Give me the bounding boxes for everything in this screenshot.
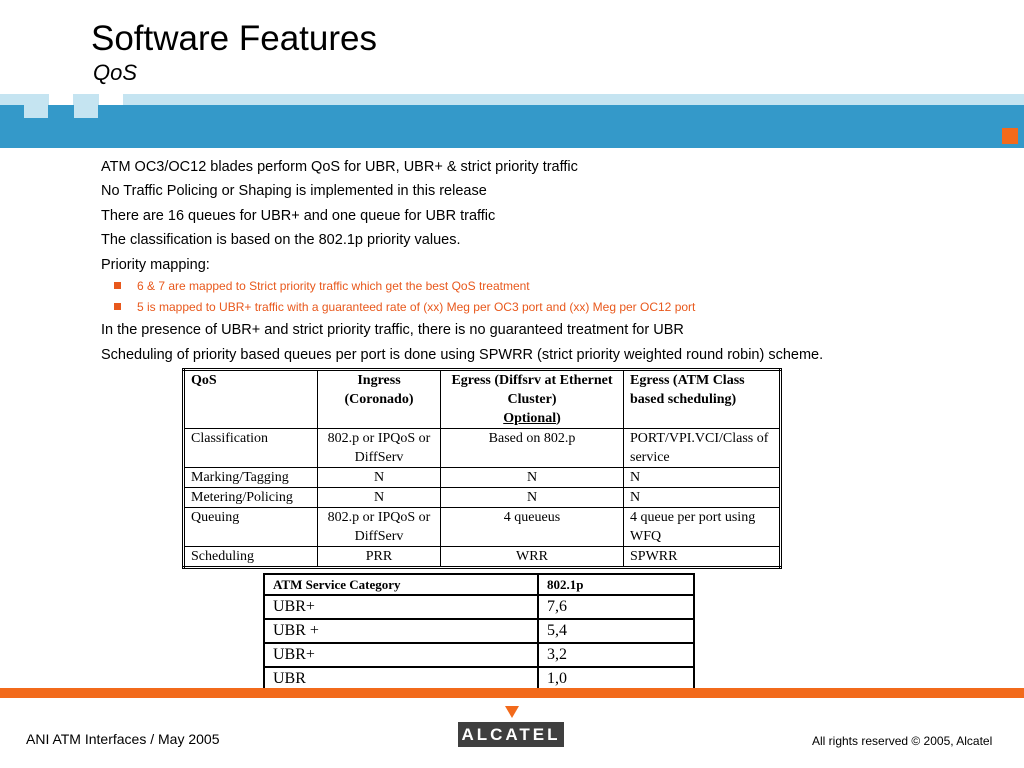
header-square: [24, 94, 48, 118]
table-cell: 802.p or IPQoS or DiffServ: [318, 429, 441, 468]
header-band-light: [0, 94, 1024, 105]
table-cell: UBR: [264, 667, 538, 691]
footer-left-text: ANI ATM Interfaces / May 2005: [26, 731, 220, 747]
sub-bullet: [114, 300, 695, 315]
header-cell: QoS: [184, 370, 318, 429]
bullet-line: Priority mapping:: [101, 257, 210, 273]
table-cell: Marking/Tagging: [184, 468, 318, 488]
slide-subtitle: QoS: [93, 60, 138, 85]
table-cell: UBR+: [264, 595, 538, 619]
bullet-line: No Traffic Policing or Shaping is implemented in this release: [101, 183, 487, 199]
header-square: [49, 94, 73, 105]
table-cell: 4 queue per port using WFQ: [624, 508, 781, 547]
table-row: [184, 488, 781, 508]
table-cell: N: [441, 468, 624, 488]
header-cell: 802.1p: [538, 574, 694, 595]
table-cell: Classification: [184, 429, 318, 468]
qos-table: [182, 368, 782, 569]
header-square: [99, 94, 123, 105]
sub-bullet: [114, 279, 530, 294]
table-cell: N: [624, 468, 781, 488]
table-cell: Queuing: [184, 508, 318, 547]
table-row: [184, 547, 781, 568]
table-cell: UBR+: [264, 643, 538, 667]
table-cell: N: [441, 488, 624, 508]
header-cell: Egress (Diffsrv at Ethernet Cluster) Optional): [441, 370, 624, 429]
table-cell: N: [318, 468, 441, 488]
table-cell: Scheduling: [184, 547, 318, 568]
table-cell: Metering/Policing: [184, 488, 318, 508]
accent-square: [1002, 128, 1018, 144]
bullet-line: There are 16 queues for UBR+ and one queue for UBR traffic: [101, 208, 496, 224]
table-cell: PORT/VPI.VCI/Class of service: [624, 429, 781, 468]
sub-bullet-text: 6 & 7 are mapped to Strict priority traffic which get the best QoS treatment: [137, 279, 530, 293]
table-cell: 3,2: [538, 643, 694, 667]
alcatel-logo: ALCATEL: [458, 722, 564, 747]
bullet-line: ATM OC3/OC12 blades perform QoS for UBR, UBR+ & strict priority traffic: [101, 159, 578, 175]
header-cell-text: Egress (Diffsrv at Ethernet Cluster): [451, 373, 613, 407]
table-row: [184, 468, 781, 488]
footer-band: [0, 688, 1024, 698]
table-cell: WRR: [441, 547, 624, 568]
bullet-line: The classification is based on the 802.1p priority values.: [101, 232, 461, 248]
slide-title: Software Features: [91, 19, 377, 58]
atm-service-table: [263, 573, 695, 692]
header-square: [74, 94, 98, 118]
header-cell: ATM Service Category: [264, 574, 538, 595]
bullet-line: Scheduling of priority based queues per port is done using SPWRR (strict priority weighted round robin) scheme.: [101, 347, 824, 363]
bullet-line: In the presence of UBR+ and strict priority traffic, there is no guaranteed treatment for UBR: [101, 322, 684, 338]
square-bullet-icon: [114, 303, 121, 310]
table-cell: 7,6: [538, 595, 694, 619]
header-cell: Ingress (Coronado): [318, 370, 441, 429]
footer-right-text: All rights reserved © 2005, Alcatel: [812, 734, 993, 748]
logo-triangle-icon: [505, 706, 519, 718]
table-cell: 5,4: [538, 619, 694, 643]
table-cell: N: [318, 488, 441, 508]
table-header-row: [264, 574, 694, 595]
table-header-row: [184, 370, 781, 429]
table-row: [264, 643, 694, 667]
header-cell: Egress (ATM Class based scheduling): [624, 370, 781, 429]
table-row: [184, 508, 781, 547]
table-cell: SPWRR: [624, 547, 781, 568]
table-row: [184, 429, 781, 468]
header-cell-text: Optional: [503, 411, 557, 426]
table-cell: 802.p or IPQoS or DiffServ: [318, 508, 441, 547]
table-row: [264, 595, 694, 619]
sub-bullet-text: 5 is mapped to UBR+ traffic with a guaranteed rate of (xx) Meg per OC3 port and (xx) Meg per OC12 port: [137, 300, 696, 314]
table-cell: 1,0: [538, 667, 694, 691]
table-cell: PRR: [318, 547, 441, 568]
table-row: [264, 619, 694, 643]
square-bullet-icon: [114, 282, 121, 289]
header-band-dark: [0, 105, 1024, 148]
table-cell: UBR +: [264, 619, 538, 643]
table-cell: 4 queueus: [441, 508, 624, 547]
table-cell: Based on 802.p: [441, 429, 624, 468]
table-cell: N: [624, 488, 781, 508]
